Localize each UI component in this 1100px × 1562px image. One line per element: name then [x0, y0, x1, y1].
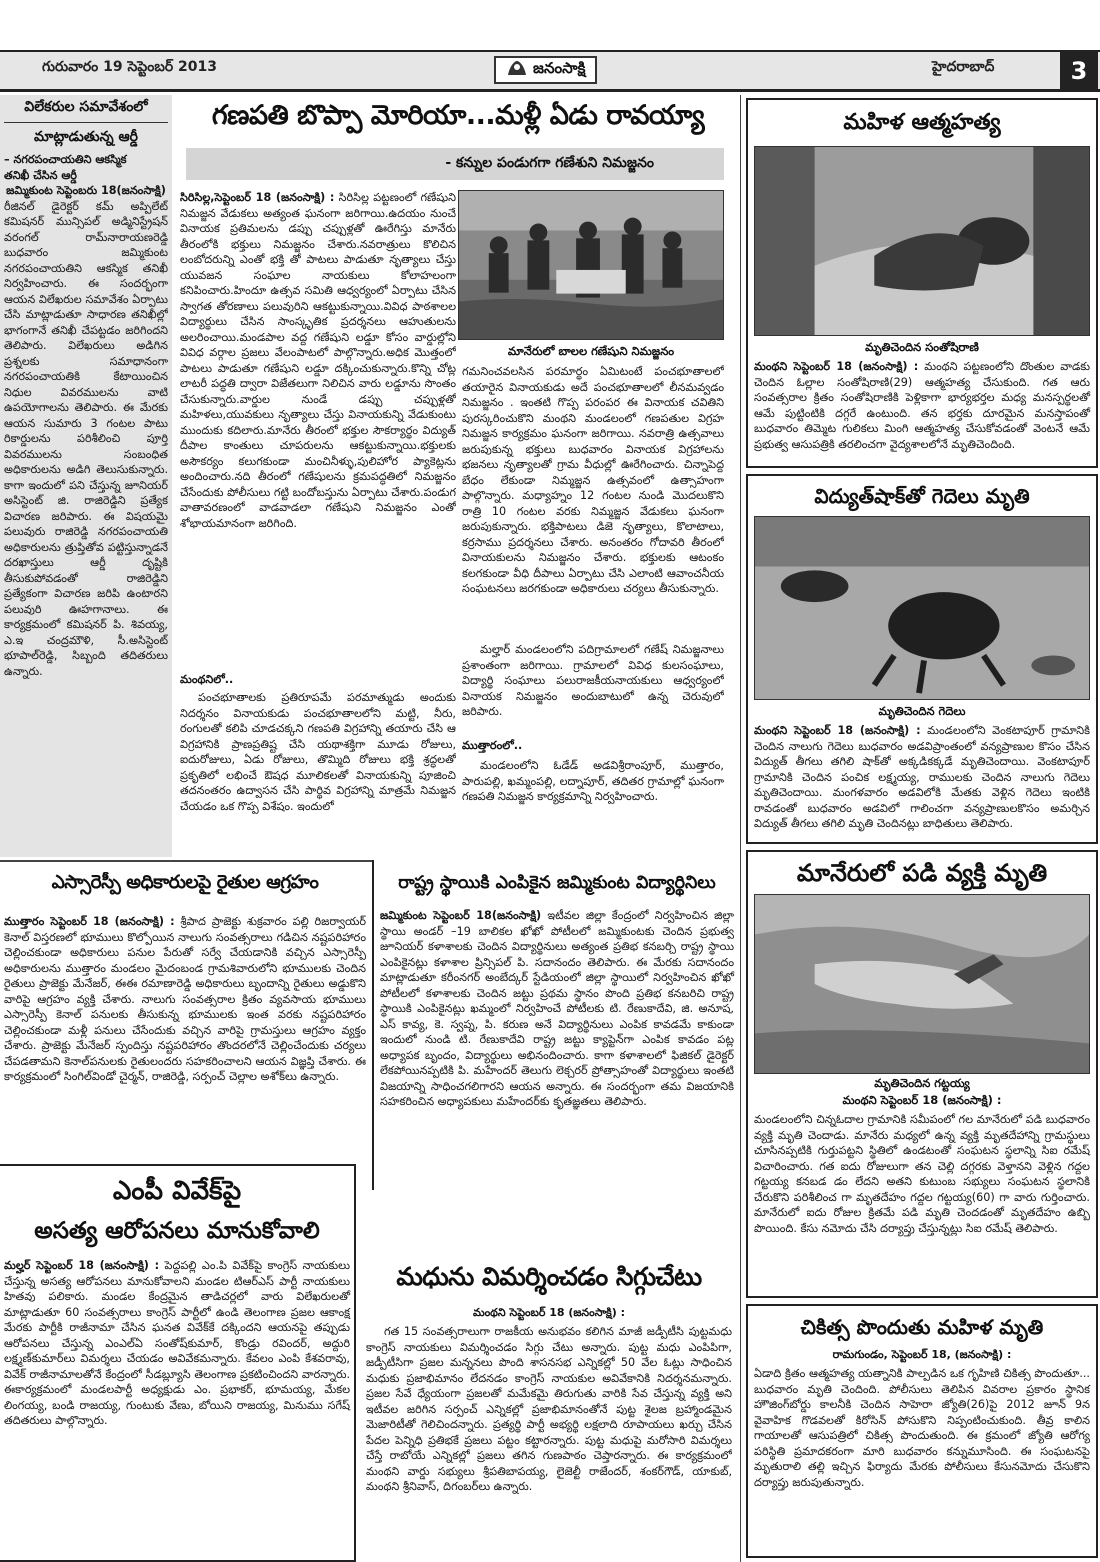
madhu-story-dateline: మంథని సెప్టెంబర్ 18 (జనంసాక్షి) :	[472, 1306, 626, 1319]
right-story-3	[746, 850, 1098, 1298]
madhu-story-body: గత 15 సంవత్సరాలుగా రాజకీయ అనుభవం కలిగిన మాజీ జడ్పీటీసి పుట్టమధు కాంగ్రెస్ నాయకులు విమర్శించడం సిగ్గు చేటు అన్నారు. పుట్ట మధు ఎంపిపిగా, జడ్పీటీసిగా ప్రజల మన్ననలు పొంది శాసనసభ ఎన్నికల్లో 50 వేల ఓట్లు సాధించిన మధుకు ప్రజాభిమానం లేదనడం కాంగ్రెస్ నాయకుల అవివేకానికి నిదర్శనమన్నారు. ప్రజల సేవే ధ్యేయంగా ప్రజలతో మమేకమై తిరుగుతు వారికి సేవ చేస్తున్న వ్యక్తి అని ఇటీవల జరిగిన సర్పంచ్ ఎన్నికల్లో ప్రజాభిమానంతోనే పుట్ట శైలజ బ్రహ్మాండమైన మెజారిటీతో గెలిచిందన్నారు. ప్రత్యర్థి పార్టీ అభ్యర్థి లక్షలాది రూపాయలు ఖర్చు చేసిన పేదల పెన్నిధి ప్రతిభకే ప్రజలు పట్టం కట్టారన్నారు. పుట్ట మధుపై మరోసారి విమర్శలు చేస్తే రాబోయే ఎన్నికల్లో ప్రజలు తగిన గుణపాఠం చెప్తారన్నారు. ఈ కార్యక్రమంలో మంథని వార్డు సభ్యులు శ్రీపతిబాపయ్య, లైజెల్టీ రాజేందర్, శంకర్‌గౌడ్, యాకుబ్, మంథని శ్రీనివాస్, దిగంబర్‌లు ఉన్నారు.	[366, 1325, 732, 1493]
left-story	[0, 95, 172, 857]
state-story	[372, 860, 740, 1190]
right-story-4-dateline: రామగుండం, సెప్టెంబర్ 18, (జనంసాక్షి) :	[832, 1348, 1012, 1361]
right-story-3-body: మండలంలోని చిన్నఓదాల గ్రామానికి సమీపంలో గల మానేరులో పడి బుధవారం వ్యక్తి మృతి చెందాడు. మానేరు మధ్యలో ఉన్న వ్యక్తి మృతదేహాన్ని గ్రామస్థులు చూసినప్పటికి గుర్తుపట్టని స్థితిలో ఉండటంతో సంఘటన స్థలాన్ని సిఐ రమేష్ విచారించారు. గత ఐదు రోజులుగా తన చెల్లి దగ్గరకు వెళ్తానని వెళ్లిన గద్దల గట్టయ్య కనబడ డం లేదని అతని కుటుంబ సభ్యులు సంఘటన స్థలానికి చేరుకొని పరిశీలించ గా మృతదేహం గద్దల గట్టయ్య(60) గా వారు గుర్తించారు. మానేరులో ఐదు రోజుల క్రితమే పడి మృతి చెందడంతో మృతదేహం ఉబ్బి పొయింది. కేసు నమోదు చేసి దర్యాప్తు చేస్తున్నట్లు సిఐ రమేష్ తెలిపారు.	[754, 1113, 1090, 1235]
state-story-dateline: జమ్మికుంట సెప్టెంబర్ 18(జనంసాక్షి)	[380, 909, 542, 922]
lead-story-col1	[180, 190, 456, 670]
sre-story-headline: ఎస్సారెస్పీ అధికారులపై రైతుల ఆగ్రహం	[51, 872, 319, 893]
left-story-deck2: తనిఖీ చేసిన ఆర్డీ	[4, 168, 77, 182]
lead-story-photo-caption: మానేరులో బాలల గణేషుని నిమజ్జనం	[507, 344, 675, 358]
right-story-3-dateline: మంథని సెప్టెంబర్ 18 (జనంసాక్షి) :	[842, 1093, 1002, 1107]
right-story-3-photo	[754, 894, 1090, 1074]
lead-story-photo	[458, 190, 724, 340]
right-story-1	[746, 98, 1098, 468]
lead-story-col2-sub	[462, 738, 724, 756]
right-story-4	[746, 1304, 1098, 1558]
right-story-1-headline: మహిళ ఆత్మహత్య	[843, 110, 1001, 135]
lead-story-col1-subhead: మంథనిలో..	[180, 673, 234, 686]
lead-story-headline: గణపతి బొప్పా మోరియా...మళ్లీ ఏడు రావయ్యా	[211, 100, 705, 131]
sre-story-rule	[0, 860, 372, 862]
state-story-headline: రాష్ట్ర స్థాయికి ఎంపికైన జమ్మికుంట విద్యార్థినిలు	[398, 873, 716, 893]
mp-story-dateline: మల్హర్ సెప్టెంబర్ 18 (జనంసాక్షి) :	[4, 1259, 160, 1272]
sre-story-body: శ్రీపాద ప్రాజెక్టు శుక్రవారం పల్లి రిజర్వాయర్ కెనాల్ విస్తరణలో భూములు కొల్పోయిన నాలుగు సంవత్సరాలు గడిచిన నష్టపరిహారం చెల్లించకుండా అధికారులు పనుల పేరుతో సర్వే చేయడానికి వచ్చిన ఎస్సారెస్పీ అధికారులను ముత్తారం మండలం మైదంబండ గ్రామశివారులోని భూములకు చెందిన రైతులు ప్రాజెక్టు మేనేజర్, ఈఈ రమాణారెడ్డి అధికారులు బృందాన్ని రైతులు అడ్డుకొని వారిపై ఆగ్రహం వ్యక్తి చేశారు. నాలుగు సంవత్సరాల క్రితం వ్యవసాయ భూములు ఎస్సారెస్పీ కెనాల్ పనులకు తీసుకున్న భూములకు ఇంత వరకు నష్టపరిహారం చెల్లించకుండా మళ్లీ పనులు చేసేందుకు వచ్చిన వారిపై గ్రామస్తులు ఆగ్రహం వ్యక్తం చేశారు. ప్రాజెక్టు మేనేజర్ స్పందిస్తు నష్టపరిహారం తొందరలోనే చెల్లించేందుకు చర్యలు చేపడతామని కెనాల్‌పనులకు రైతులందరు సహకరించాలని ఆయన విజ్ఞప్తి చేశారు. ఈ కార్యక్రమంలో సింగిల్‌విండో చైర్మన్, రాజిరెడ్డి, సర్పంచ్ చెల్లాల అశోక్‌లు ఉన్నారు.	[4, 915, 366, 1083]
left-story-deck: – నగరపంచాయతిని ఆకస్మిక	[4, 153, 127, 166]
sre-story	[4, 914, 366, 1158]
mp-story-body: పెద్దపల్లి ఎం.పి వివేక్‌పై కాంగ్రెస్ నాయకులు చేస్తున్న అసత్య ఆరోపనలు మానుకోవాలని మండల టిఆర్ఎస్ పార్టీ నాయకులు హితవు పలికారు. మండల కేంద్రమైన తాడిచర్లలో వారు విలేఖరులతో మాట్లాడుతూ 60 సంవత్సరాలు కాంగ్రెస్ పార్టీలో ఉండి తెలంగాణ ప్రజల ఆకాంక్ష మేరకు పార్టీకి రాజీనామా చేసిన ఘనత వివేక్‌కే దక్కిందని ఆయనపై తప్పుడు ఆరోపనలు చేస్తున్న ఎంఎల్ఏ సంతోష్‌కుమార్, కొండ్రు రవిందర్, అద్దురి లక్ష్మణ్‌కుమార్‌లు విమర్శలు చేయడం అవివేకమన్నారు. కేవలం ఎంపి కేశవరావు, వివేక్ రాజీనామాలతోనే కేంద్రంలో సీడబ్ల్యూసి తెలంగాణ ప్రకటించిందని వారన్నారు. ఈకార్యక్రమంలో మండలపార్టీ అధ్యక్షుడు ఎం. ప్రభాకర్, భూమయ్య, మేకల లింగయ్య, బండి రాజయ్య, గుంటుకు వేణు, బోయిని రాజయ్య, మినుము సగేష్ తదితరులు పాల్గొన్నారు.	[4, 1259, 350, 1427]
lead-story-col1-sub	[180, 672, 456, 690]
right-story-2	[746, 474, 1098, 844]
column-divider	[740, 95, 741, 1562]
right-story-1-body: మంథని పట్టణంలోని దొంతుల వాడకు చెందిన ఓల్లాల సంతోషిరాణి(29) ఆత్మహత్య చేసుకుంది. గత ఆరు సంవత్సరాల క్రితం సంతోషిరాణికి పెళ్లికాగా భార్యభర్తల మధ్య మనస్పర్థలతో ఆమే పుట్టింటికి దగ్గరే ఉంటుంది. తన భర్తకు దూరమైన మనస్తాపంతో బుధవారం తిమ్మెట గులికలు మింగి ఆత్మహత్య చేసుకోవడంతో వెంటనే ఆమే ప్రభుత్వ ఆసుపత్రికి తరలించగా వైద్యశాలలోనే మృతిచెందింది.	[754, 360, 1090, 451]
lead-story-col2-tail	[462, 758, 724, 852]
page-number: 3	[1060, 52, 1098, 90]
right-story-1-caption: మృతిచెందిన సంతోషిరాణి	[865, 340, 979, 354]
right-story-3-caption: మృతిచెందిన గట్టయ్య	[874, 1076, 970, 1090]
right-story-3-headline: మానేరులో పడి వ్యక్తి మృతి	[796, 859, 1048, 887]
left-story-subhead: మాట్లాడుతున్న ఆర్డీ	[34, 129, 138, 145]
edition-city: హైదరాబాద్	[932, 59, 995, 75]
sre-story-dateline: ముత్తారం సెప్టెంబర్ 18 (జనంసాక్షి) :	[4, 915, 175, 928]
lead-story-col2-tail-text: మండలంలోని ఓడేడ్ అడవిశ్రీరాంపూర్, ముత్తారం, పారుపల్లి, ఖమ్మంపల్లి, లద్నాపూర్, తదితర గ్రామాల్లో ఘనంగా గణపతి నిమజ్జన కార్యక్రమాన్ని నిర్వహించారు.	[462, 759, 724, 803]
lead-story-col2b	[462, 642, 724, 736]
mp-story	[0, 1164, 356, 1562]
mp-story-headline-1: ఎంపీ వివేక్‌పై	[112, 1176, 242, 1206]
lead-story-col1-tail	[180, 690, 456, 852]
masthead	[494, 56, 597, 84]
issue-date: గురువారం 19 సెప్టెంబర్ 2013	[42, 59, 217, 75]
right-story-1-dateline: మంథని సెప్టెంబర్ 18 (జనంసాక్షి) :	[754, 360, 919, 373]
left-story-headline: విలేకరుల సమావేశంలో	[4, 99, 168, 123]
masthead-logo-icon	[506, 59, 528, 81]
lead-story-col2b-text: మల్హార్ మండలంలోని పదిగ్రామాలలో గణేష్ నిమజ్జనాలు ప్రశాంతంగా జరిగాయి. గ్రామాలలో వివిధ కులసంఘాలు, విద్యార్థి సంఘాలు పలురాజకీయనాయకులు ఆధ్వర్యంలో వినాయక నిమజ్జనం అందుబాటులో ఉన్న చెరువులో జరిపారు.	[462, 643, 724, 718]
right-story-2-headline: విద్యుత్‌షాక్‌తో గెదెలు మృతి	[814, 484, 1030, 508]
lead-story-subhead-box	[186, 148, 724, 180]
lead-story-col1-tail-text: పంచభూతాలకు ప్రతిరూపమే పరమాత్ముడు అందుకు నిదర్శనం వినాయకుడు పంచభూతాలలోని మట్టి, నీరు, రంగులతో కలిపి చూడచక్కని గణపతి విగ్రహాన్ని తయారు చేసి ఆ విగ్రహానికి ప్రాణప్రతిష్ట చేసి యథాశక్తిగా మూడు రోజులు, ఐదురోజులు, ఏడు రోజులు, తొమ్మిది రోజులు భక్తి శ్రద్ధలతో ప్రకృతిలో లభించే ఔషధ మూలికలతో వినాయకున్ని పూజించి తదనంతరం ఉద్వాసన చేసి పార్థివ విగ్రహాన్ని మాత్రమే నిమజ్జన చేయడం ఒక గొప్ప విశేషం. ఇందులో	[180, 691, 456, 813]
mp-story-headline-2: అసత్య ఆరోపనలు మానుకోవాలి	[34, 1218, 320, 1244]
lead-story-col2-text: గమనించవలసిన పరమార్థం ఏమిటంటే పంచభూతాలలో తయారైన వినాయకుడు అదే పంచభూతాలలో లీనమవ్వడం నిమజ్జనం . ఇంతటి గొప్ప పరంపర ఈ వినాయక చవితిని పురస్కరించుకొని మంథని మండలంలో గణపతుల విగ్రహ నిమజ్జన కార్యక్రమం ఘనంగా జరిగాయి. నవరాత్రి ఉత్సవాలు జరుపుకున్న భక్తులు బుధవారం వినాయక విగ్రహాలను భజనలు నృత్యాలతో గ్రామ వీధుల్లో ఊరేగించారు. చిన్నాపెద్ద బేధం లేకుండా నిమ్మజ్జన ఉత్సవంలో ఉత్సాహంగా పాల్గొన్నారు. మధ్యాహ్నం 12 గంటల నుండి మొదలుకొని రాత్రి 10 గంటల వరకు నిమ్మజ్జన వేడుకలు ఘనంగా జరుపుకున్నారు. భక్తిపాటలు డిజె నృత్యాలు, కొలాటాలు, కర్రసాము ప్రదర్శనలు చేశారు. అనంతరం గోదావరి తీరంలో వినాయకులను నిమజ్జనం చేశారు. భక్తులకు ఆటంకం కలగకుండా వీధి దీపాలు ఏర్పాటు చేసి ఎలాంటి ఆవాంచనీయ సంఘటనలు జరగకుండా అధికారులు చర్యలు తీసుకున్నారు.	[462, 365, 724, 595]
state-story-body: ఇటీవల జిల్లా కేంద్రంలో నిర్వహించిన జిల్లా స్థాయి అండర్ –19 బాలికల ఖోఖో పోటీలలో జమ్మికుంటకు చెందిన ప్రభుత్వ జూనియర్ కళాశాలకు చెందిన విద్యార్థినులు అత్యంత ప్రతిభ కనబర్చి రాష్ట్ర స్థాయి ఎంపికైనట్లు కళాశాల ప్రిన్సిపల్ పి. సదానందం తెలిపారు. ఈ మేరకు సదానందం మాట్లాడుతూ కరీంనగర్ అంబేద్కర్ స్టేడియంలో జిల్లా స్థాయిలో నిర్వహించిన ఖోఖో పోటీలలో కళాశాలకు చెందిన జట్టు ప్రథమ స్థానం పొంది ప్రతిభ కనబరిచి రాష్ట్ర స్థాయికి ఎంపికైనట్లు ఖమ్మంలో నిర్వహించే పోటీలకు టి. రేణుకాదేవి, జి. అనూష, ఎస్ కావ్య, కె. స్వప్న, పి. కరుణ అనే విద్యార్థినులు ఎంపిక కావడమే కాకుండా ఇందులో నుండి టి. రేణుకాదేవి రాష్ట్ర జట్టు క్యాప్టెన్‌గా ఎంపిక కావడం పట్ల అధ్యాపక బృందం, విద్యార్థులు అభినందించారు. కాగా కళాశాలలో ఫిజికల్ డైరెక్టర్ లేకపోయినప్పటికి పి. మహేందర్ తెలుగు లెక్చరర్ ప్రోత్సాహంతో విద్యార్థులు ఇంతటి విజయాన్ని సాధించగలిగారని ఆయన అన్నారు. ఈ సందర్భంగా తమ విజయానికి సహకరించిన అధ్యాపకులు మహేందర్‌కు కృతజ్ఞతలు తెలిపారు.	[380, 909, 734, 1108]
lead-story-col2	[462, 364, 724, 634]
right-story-4-headline: చికిత్స పొందుతు మహిళ మృతి	[800, 1315, 1044, 1339]
right-story-1-photo	[754, 146, 1090, 336]
masthead-title: జనంసాక్షి	[533, 59, 586, 77]
lead-story-col1-text: సిరిసిల్ల పట్టణంలో గణేషుని నిమజ్జన వేడుకలు అత్యంత ఘనంగా జరిగాయి.ఉదయం నుంచే వినాయక ప్రతిమలను డప్పు చప్పుళ్లతో ఊరేగిస్తు మానేరు తీరంలోకి భక్తులు నిమజ్జనం చేశారు.నవరాత్రులు కొలిచిన లంబోదరున్ని ఎంతో భక్తి తో పాటలు పాడుతూ నృత్యాలు చేస్తు యువజన సంఘాల నాయకులు కోలాహలంగా కనిపించారు.హిందూ ఉత్సవ సమితి ఆధ్వర్యంలో ఏర్పాటు చేసిన స్వాగత తోరణాలు పలువురిని ఆకట్టుకున్నాయి.వివిధ పాఠశాలల విద్యార్థులు చేసిన సాంస్కృతిక ప్రదర్శనలు ఆహుతులను అలరించాయి.మండపాల వద్ద గణేషుని లడ్డూ కోసం వార్డుల్లోని వివిధ వర్గాల ప్రజలు వేలంపాటలో పాల్గొన్నారు.అధిక మొత్తంలో పాటలు పాడుతూ గణేషుని లడ్డూ దక్కించుకున్నారు.కొన్ని చోట్ల లాటరీ పద్ధతి ద్వారా విజేతలుగా నిలిచిన వారు లడ్డూను సొంతం చేసుకున్నారు.వార్డుల నుండే డప్పు చప్పుళ్లతో మహిళలు,యువకులు నృత్యాలు చేస్తు వినాయకున్ని వేడుకుంటు ముందుకు కదిలారు.మానేరు తీరంలో భక్తుల సౌకర్యార్థం విద్యుత్ దీపాల కాంతులు చూపరులను ఆకట్టుకున్నాయి.భక్తులకు అసౌకర్యం కలుగకుండా మంచినీళ్ళు,పులిహోర ప్యాకెట్లను అందించారు.నది తీరంలో గణేషులను క్రమపద్ధతిలో నిమజ్జనం చేసేందుకు పోలీసులు గట్టి బందోబస్తును ఏర్పాటు చేశారు.పండుగ వాతావరణంలో వాడవాడలా గణేషుని నిమజ్జనం ఎంతో శోభాయమానంగా జరిగింది.	[180, 191, 456, 530]
right-story-2-photo	[754, 516, 1090, 700]
right-story-2-body: మండలంలోని వెంకటాపూర్ గ్రామానికి చెందిన నాలుగు గెదెలు బుధవారం అడవిప్రాంతంలో వన్యప్రాణుల కొసం చేసిన విద్యుత్ తీగలు తగిలి షాక్‌తో అక్కడికక్కడే మృతిచెందాయి. వెంకటాపూర్ గ్రామానికి చెందిన పంచిక లక్ష్మయ్య, రాములకు చెందిన నాలుగు గెదెలు మృతిచెందాయి. మంగళవారం అడవిలోకి మేతకు వెళ్లిన గెదెలు ఇంటికి రావడంతో బుధవారం అడవిలో గాలించగా వన్యప్రాణులకొసం అమర్చిన విద్యుత్ తీగలు తగిలి మృతి చెందినట్లు బాధితులు తెలిపారు.	[754, 724, 1090, 830]
lead-story-dateline: సిరిసిల్ల,సెప్టెంబర్ 18 (జనంసాక్షి) :	[180, 191, 335, 204]
right-story-2-caption: మృతిచెందిన గెదెలు	[878, 704, 966, 718]
left-story-dateline: జమ్మికుంట సెప్టెంబరు 18(జనంసాక్షి)	[6, 184, 166, 197]
madhu-story-headline: మధును విమర్శించడం సిగ్గుచేటు	[396, 1262, 702, 1291]
madhu-story	[366, 1324, 732, 1556]
left-story-body: రీజినల్ డైరెక్టర్ కమ్ అప్పిలేట్ కమిషనర్ మున్సిపల్ అడ్మినిస్ట్రేషన్ వరంగల్ రామ్‌నారాయణరెడ్డి బుధవారం జమ్మికుంట నగరపంచాయతిని ఆకస్మిక తనిఖీ నిర్వహించారు. ఈ సందర్భంగా ఆయన విలేఖరుల సమావేశం ఏర్పాటు చేసి మాట్లాడుతూ సాధారణ తనిఖీల్లో భాగంగానే తనిఖీ చేపట్టడం జరిగిందని తెలిపారు. విలేఖరులు అడిగిన ప్రశ్నలకు సమాధానంగా నగరపంచాయతికి కేటాయించిన నిధుల వివరములను వాటి ఉపయోగాలను తెలిపారు. ఈ మేరకు ఆయన సుమారు 3 గంటల పాటు రికార్డులను పరిశీలించి పూర్తి వివరములను సంబంధిత అధికారులను అడిగి తెలుసుకున్నారు. కాగా ఇందులో పని చేస్తున్న జూనియర్ అసిస్టెంట్ జి. రాజిరెడ్డిని ప్రత్యేక విచారణ జరిపారు. ఈ విషయమై పలువురు రాజిరెడ్డి నగరపంచాయతి అధికారులను త్రుప్తితోవ పట్టిస్తున్నాడనే దరఖాస్తులు ఆర్డీ దృష్టికి తీసుకుపోవడంతో రాజిరెడ్డిని ప్రత్యేకంగా విచారణ జరిపి ఉంటారని పలువురి ఊహగానాలు. ఈ కార్యక్రమంలో కమిషనర్ పి. శివయ్య, ఎ.ఇ చంద్రమౌళి, సీ.అసిస్టెంట్ భూపాల్‌రెడ్డి, సిబ్బంది తదితరులు ఉన్నారు.	[4, 199, 168, 678]
right-story-4-body: ఏడాది క్రితం ఆత్మహత్య యత్నానికి పాల్పడిన ఒక గృహిణి చికిత్స పొందుతూ... బుధవారం మృతి చెందింది. పోలీసులు తెలిపిన వివరాల ప్రకారం స్థానిక హౌజింగ్‌బోర్డు కాలనీకి చెందిన సాహెరా జ్యోతి(26)పై 2012 జూన్ 9న వైవాహిక గొడవలతో కిరోసిన్ పోసుకొని నిప్పంటించుకుంది. తీవ్ర కాలిన గాయాలతో ఆసుపత్రిలో చికిత్స పొందుతుంది. ఈ క్రమంలో జ్యోతి ఆరోగ్య పరిస్థితి ప్రమాదకరంగా మారి బుధవారం కన్నుమూసింది. ఈ సంఘటనపై మృతురాలి తల్లి ఇచ్చిన ఫిర్యాదు మేరకు పోలీసులు కేసునమోదు చేసుకొని దర్యాప్తు జరుపుతున్నారు.	[754, 1367, 1090, 1489]
lead-story-col2-subhead: ముత్తారంలో..	[462, 739, 523, 752]
lead-story-subhead: - కన్నుల పండుగగా గణేశుని నిమజ్జనం	[445, 154, 654, 171]
right-story-2-dateline: మంథని సెప్టెంబర్ 18 (జనంసాక్షి) :	[754, 724, 921, 737]
